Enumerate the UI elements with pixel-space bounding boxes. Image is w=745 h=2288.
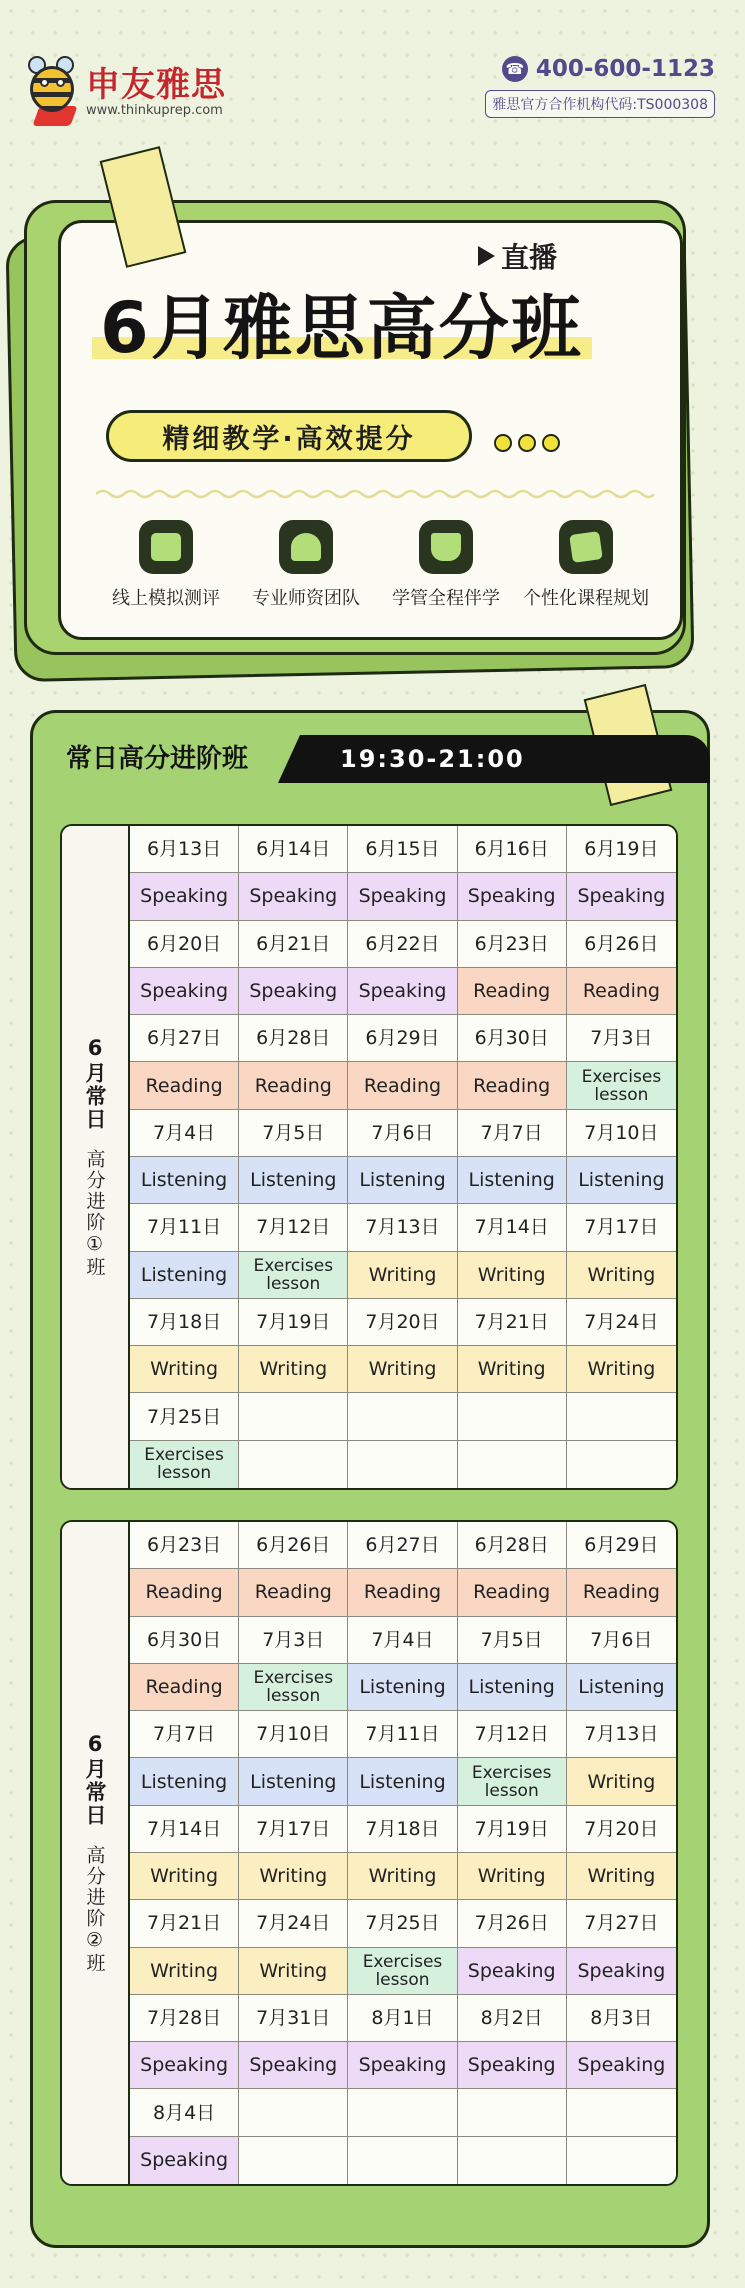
teacher-icon — [279, 520, 333, 574]
feature-label: 学管全程伴学 — [392, 588, 500, 609]
lesson-cell: Speaking — [239, 873, 348, 920]
bee-logo-icon — [22, 52, 82, 130]
date-cell: 6月27日 — [348, 1522, 457, 1569]
date-cell: 6月29日 — [348, 1015, 457, 1062]
empty-cell — [458, 1393, 567, 1440]
date-cell: 7月31日 — [239, 1995, 348, 2042]
lesson-cell: Writing — [458, 1346, 567, 1393]
lesson-cell: Writing — [239, 1853, 348, 1900]
empty-cell — [239, 2089, 348, 2136]
book-icon — [419, 520, 473, 574]
lesson-cell: Speaking — [567, 873, 676, 920]
date-cell: 7月19日 — [239, 1299, 348, 1346]
date-cell: 7月19日 — [458, 1806, 567, 1853]
lesson-cell: Writing — [567, 1346, 676, 1393]
date-cell: 6月21日 — [239, 921, 348, 968]
lesson-cell: Exercises lesson — [130, 1441, 239, 1488]
date-cell: 6月22日 — [348, 921, 457, 968]
empty-cell — [239, 2137, 348, 2184]
feature-item — [516, 520, 656, 610]
date-cell: 6月26日 — [239, 1522, 348, 1569]
lesson-cell: Reading — [348, 1569, 457, 1616]
date-cell: 7月12日 — [458, 1711, 567, 1758]
brand — [22, 52, 226, 130]
schedule-grid — [130, 1522, 676, 2184]
date-cell: 7月17日 — [567, 1204, 676, 1251]
plan-icon — [559, 520, 613, 574]
date-cell: 7月25日 — [348, 1900, 457, 1947]
brand-name: 申友雅思 — [86, 64, 226, 105]
live-badge — [478, 236, 557, 276]
empty-cell — [348, 1441, 457, 1488]
empty-cell — [239, 1393, 348, 1440]
lesson-cell: Listening — [458, 1664, 567, 1711]
lesson-cell: Exercises lesson — [239, 1664, 348, 1711]
brand-url: www.thinkuprep.com — [86, 102, 223, 118]
lesson-cell: Speaking — [239, 2042, 348, 2089]
date-cell: 6月30日 — [130, 1617, 239, 1664]
date-cell: 7月25日 — [130, 1393, 239, 1440]
lesson-cell: Writing — [458, 1252, 567, 1299]
date-cell: 7月3日 — [239, 1617, 348, 1664]
date-cell: 6月30日 — [458, 1015, 567, 1062]
lesson-cell: Listening — [567, 1664, 676, 1711]
date-cell: 7月13日 — [567, 1711, 676, 1758]
lesson-cell: Reading — [130, 1569, 239, 1616]
date-cell: 7月21日 — [458, 1299, 567, 1346]
empty-cell — [458, 1441, 567, 1488]
date-cell: 8月1日 — [348, 1995, 457, 2042]
lesson-cell: Writing — [130, 1346, 239, 1393]
lesson-cell: Speaking — [348, 968, 457, 1015]
lesson-cell: Writing — [239, 1948, 348, 1995]
empty-cell — [348, 1393, 457, 1440]
date-cell: 7月21日 — [130, 1900, 239, 1947]
wave-divider — [96, 486, 654, 502]
live-label: 直播 — [501, 241, 558, 274]
phone-icon: ☎ — [502, 56, 528, 82]
lesson-cell: Reading — [130, 1664, 239, 1711]
schedule-title: 常日高分进阶班 — [66, 744, 249, 774]
date-cell: 7月13日 — [348, 1204, 457, 1251]
feature-item — [96, 520, 236, 610]
date-cell: 7月18日 — [130, 1299, 239, 1346]
date-cell: 7月10日 — [239, 1711, 348, 1758]
date-cell: 6月13日 — [130, 826, 239, 873]
lesson-cell: Listening — [239, 1758, 348, 1805]
dots-decoration — [494, 434, 560, 452]
lesson-cell: Speaking — [130, 2137, 239, 2184]
empty-cell — [567, 2089, 676, 2136]
lesson-cell: Listening — [348, 1664, 457, 1711]
date-cell: 8月3日 — [567, 1995, 676, 2042]
lesson-cell: Listening — [130, 1252, 239, 1299]
schedule-block-2 — [60, 1520, 678, 2186]
lesson-cell: Exercises lesson — [348, 1948, 457, 1995]
date-cell: 6月14日 — [239, 826, 348, 873]
lesson-cell: Writing — [348, 1346, 457, 1393]
date-cell: 7月3日 — [567, 1015, 676, 1062]
lesson-cell: Listening — [239, 1157, 348, 1204]
contact — [485, 56, 715, 118]
date-cell: 7月14日 — [458, 1204, 567, 1251]
lesson-cell: Writing — [458, 1853, 567, 1900]
date-cell: 6月28日 — [458, 1522, 567, 1569]
page-title: 6月雅思高分班 — [100, 287, 583, 369]
lesson-cell: Writing — [567, 1853, 676, 1900]
class-name: 高分进阶②班 — [83, 1845, 106, 1974]
lesson-cell: Speaking — [567, 2042, 676, 2089]
lesson-cell: Reading — [567, 1569, 676, 1616]
institution-code: 雅思官方合作机构代码:TS000308 — [485, 90, 715, 118]
lesson-cell: Speaking — [130, 873, 239, 920]
date-cell: 7月14日 — [130, 1806, 239, 1853]
lesson-cell: Writing — [348, 1252, 457, 1299]
lesson-cell: Speaking — [348, 2042, 457, 2089]
lesson-cell: Writing — [567, 1758, 676, 1805]
feature-label: 专业师资团队 — [252, 588, 360, 609]
date-cell: 7月20日 — [567, 1806, 676, 1853]
empty-cell — [239, 1441, 348, 1488]
empty-cell — [348, 2089, 457, 2136]
lesson-cell: Writing — [130, 1948, 239, 1995]
slogan: 精细教学·高效提分 — [106, 410, 472, 462]
feature-label: 个性化课程规划 — [523, 588, 649, 609]
lesson-cell: Speaking — [239, 968, 348, 1015]
schedule-block-1 — [60, 824, 678, 1490]
empty-cell — [348, 2137, 457, 2184]
lesson-cell: Speaking — [130, 968, 239, 1015]
schedule-grid — [130, 826, 676, 1488]
lesson-cell: Speaking — [130, 2042, 239, 2089]
date-cell: 7月20日 — [348, 1299, 457, 1346]
schedule-time: 19:30-21:00 — [300, 735, 710, 783]
lesson-cell: Reading — [130, 1062, 239, 1109]
date-cell: 7月26日 — [458, 1900, 567, 1947]
date-cell: 6月23日 — [458, 921, 567, 968]
phone-text: 400-600-1123 — [535, 56, 715, 82]
date-cell: 6月28日 — [239, 1015, 348, 1062]
lesson-cell: Listening — [458, 1157, 567, 1204]
date-cell: 7月12日 — [239, 1204, 348, 1251]
class-label — [62, 1522, 130, 2184]
lesson-cell: Speaking — [458, 2042, 567, 2089]
lesson-cell: Reading — [567, 968, 676, 1015]
empty-cell — [458, 2137, 567, 2184]
class-month: 6月常日 — [83, 1036, 107, 1131]
lesson-cell: Speaking — [458, 873, 567, 920]
date-cell: 6月27日 — [130, 1015, 239, 1062]
lesson-cell: Listening — [130, 1758, 239, 1805]
date-cell: 7月18日 — [348, 1806, 457, 1853]
lesson-cell: Reading — [458, 1062, 567, 1109]
lesson-cell: Speaking — [567, 1948, 676, 1995]
date-cell: 6月26日 — [567, 921, 676, 968]
lesson-cell: Speaking — [458, 1948, 567, 1995]
lesson-cell: Reading — [239, 1569, 348, 1616]
date-cell: 6月19日 — [567, 826, 676, 873]
lesson-cell: Writing — [130, 1853, 239, 1900]
lesson-cell: Reading — [239, 1062, 348, 1109]
lesson-cell: Writing — [239, 1346, 348, 1393]
date-cell: 7月28日 — [130, 1995, 239, 2042]
date-cell: 8月4日 — [130, 2089, 239, 2136]
class-month: 6月常日 — [83, 1732, 107, 1827]
lesson-cell: Listening — [130, 1157, 239, 1204]
empty-cell — [567, 2137, 676, 2184]
lesson-cell: Exercises lesson — [239, 1252, 348, 1299]
date-cell: 7月4日 — [348, 1617, 457, 1664]
lesson-cell: Listening — [348, 1157, 457, 1204]
date-cell: 6月23日 — [130, 1522, 239, 1569]
lesson-cell: Reading — [458, 968, 567, 1015]
lesson-cell: Exercises lesson — [458, 1758, 567, 1805]
class-label — [62, 826, 130, 1488]
empty-cell — [567, 1441, 676, 1488]
play-icon — [478, 246, 495, 266]
date-cell: 6月20日 — [130, 921, 239, 968]
date-cell: 7月5日 — [239, 1110, 348, 1157]
date-cell: 7月11日 — [348, 1711, 457, 1758]
date-cell: 7月4日 — [130, 1110, 239, 1157]
date-cell: 7月11日 — [130, 1204, 239, 1251]
phone-number[interactable] — [485, 56, 715, 82]
date-cell: 7月27日 — [567, 1900, 676, 1947]
empty-cell — [567, 1393, 676, 1440]
feature-item — [236, 520, 376, 610]
date-cell: 8月2日 — [458, 1995, 567, 2042]
feature-label: 线上模拟测评 — [112, 588, 220, 609]
lesson-cell: Reading — [458, 1569, 567, 1616]
date-cell: 7月5日 — [458, 1617, 567, 1664]
lesson-cell: Writing — [348, 1853, 457, 1900]
date-cell: 7月24日 — [567, 1299, 676, 1346]
feature-item — [376, 520, 516, 610]
lesson-cell: Reading — [348, 1062, 457, 1109]
lesson-cell: Speaking — [348, 873, 457, 920]
lesson-cell: Listening — [348, 1758, 457, 1805]
lesson-cell: Writing — [567, 1252, 676, 1299]
date-cell: 7月17日 — [239, 1806, 348, 1853]
date-cell: 7月6日 — [567, 1617, 676, 1664]
date-cell: 6月29日 — [567, 1522, 676, 1569]
date-cell: 7月7日 — [458, 1110, 567, 1157]
date-cell: 7月7日 — [130, 1711, 239, 1758]
screen-test-icon — [139, 520, 193, 574]
class-name: 高分进阶①班 — [83, 1149, 106, 1278]
date-cell: 6月16日 — [458, 826, 567, 873]
date-cell: 7月6日 — [348, 1110, 457, 1157]
feature-list — [96, 520, 656, 610]
lesson-cell: Listening — [567, 1157, 676, 1204]
date-cell: 7月24日 — [239, 1900, 348, 1947]
lesson-cell: Exercises lesson — [567, 1062, 676, 1109]
date-cell: 6月15日 — [348, 826, 457, 873]
empty-cell — [458, 2089, 567, 2136]
date-cell: 7月10日 — [567, 1110, 676, 1157]
